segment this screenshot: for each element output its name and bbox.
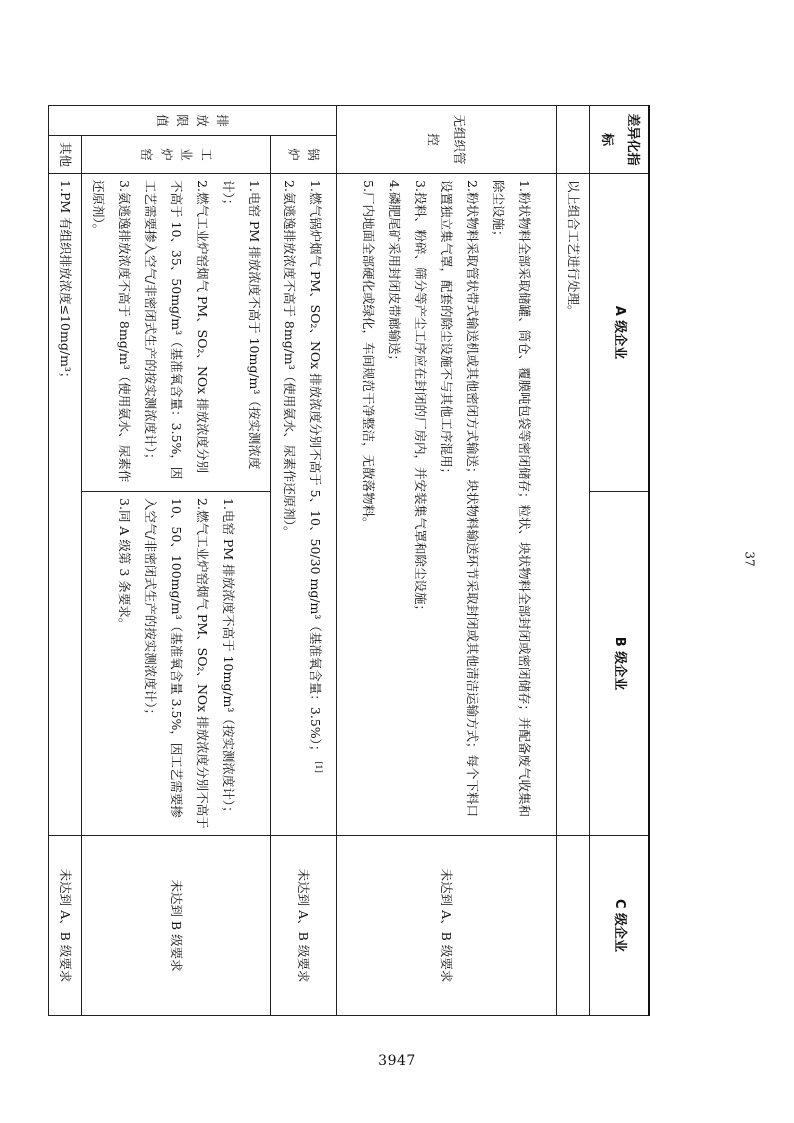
unorganized-row xyxy=(337,106,557,1016)
kiln-b-requirements xyxy=(82,492,271,836)
unorganized-item: 4.磷肥尾矿采用封闭皮带廊输送； xyxy=(387,180,403,367)
header-grade-c: C 级企业 xyxy=(590,836,650,1016)
kiln-a-item: 1.电窑 PM 排放浓度不高于 10mg/m³（按实测浓度计）； xyxy=(221,180,262,470)
side-page-number: 37 xyxy=(742,551,757,567)
unorganized-item: 2.粉状物料采取管状带式输送机或其他密闭方式输送；块状物料输送环节采取封闭或其他清洁运输方式；每个下料口设置独立集气罩，配套的除尘设施不与其他工序混用； xyxy=(439,180,481,817)
header-row xyxy=(590,106,650,1016)
other-row xyxy=(49,106,82,1016)
kiln-a-item: 3.氨逃逸排放浓度不高于 8mg/m³（使用氨水、尿素作还原剂）。 xyxy=(91,180,132,483)
other-label: 其他 xyxy=(49,136,82,174)
boiler-item: 2.氨逃逸排放浓度不高于 8mg/m³（使用氨水、尿素作还原剂）。 xyxy=(281,180,297,539)
header-grade-a: A 级企业 xyxy=(590,174,650,492)
intro-a-text: 以上组合工艺进行处理。 xyxy=(557,174,590,836)
unorganized-label: 无组织管控 xyxy=(337,106,557,174)
unorganized-item: 3.投料、粉碎、筛分等产尘工序应在封闭的厂房内，并安装集气罩和除尘设施； xyxy=(413,180,429,617)
boiler-label: 锅 炉 xyxy=(271,136,337,174)
kiln-label: 工 业 炉 窑 xyxy=(82,136,271,174)
header-grade-b: B 级企业 xyxy=(590,492,650,836)
kiln-c-text: 未达到 B 级要求 xyxy=(82,836,271,1016)
other-a-text: 1.PM 有组织排放浓度≤10mg/m³； xyxy=(49,174,82,836)
boiler-note-mark: [1] xyxy=(314,761,324,773)
kiln-row xyxy=(82,106,271,1016)
kiln-b-item: 1.电窑 PM 排放浓度不高于 10mg/m³（按实测浓度计）； xyxy=(221,498,236,819)
boiler-item: 1.燃气锅炉烟气 PM、SO₂、NOx 排放浓度分别不高于 5、10、50/30 mg/m³（基准氧含量：3.5%）； [1] xyxy=(307,180,324,773)
unorganized-requirements xyxy=(337,174,557,836)
intro-indicator xyxy=(557,106,590,174)
bottom-page-number: 3947 xyxy=(378,1053,416,1069)
header-indicator: 差异化指标 xyxy=(590,106,650,174)
kiln-b-item: 2.燃气工业炉窑烟气 PM、SO₂、NOx 排放浓度分别不高于 10、50、100mg/m³（基准氧含量 3.5%，因工艺需要掺入空气/非密闭式生产的按实测浓度计）； xyxy=(143,498,210,829)
unorganized-item: 1.粉状物料全部采取储罐、筒仓、覆膜吨包袋等密闭储存；粒状、块状物料全部封闭或密闭储存；并配备废气收集和除尘设施； xyxy=(491,180,533,817)
kiln-a-item: 2.燃气工业炉窑烟气 PM、SO₂、NOx 排放浓度分别不高于 10、35、50mg/m³（基准氧含量：3.5%，因工艺需要掺入空气/非密闭式生产的按实测浓度计）； xyxy=(143,180,210,480)
kiln-b-item: 3.同 A 级第 3 条要求。 xyxy=(117,498,132,631)
grading-table xyxy=(48,105,650,1016)
intro-c xyxy=(557,836,590,1016)
boiler-requirements xyxy=(271,174,337,836)
unorganized-c-text: 未达到 A、B 级要求 xyxy=(337,836,557,1016)
other-c-text: 未达到 A、B 级要求 xyxy=(49,836,82,1016)
boiler-row xyxy=(271,106,337,1016)
kiln-a-requirements xyxy=(82,174,271,492)
unorganized-item: 5.厂内地面全部硬化或绿化，车间规范干净整洁，无散落物料。 xyxy=(361,180,377,530)
intro-row xyxy=(557,106,590,1016)
boiler-c-text: 未达到 A、B 级要求 xyxy=(271,836,337,1016)
rotated-table-container xyxy=(58,105,650,1015)
emission-limit-label: 排 放 限 值 xyxy=(49,106,337,136)
